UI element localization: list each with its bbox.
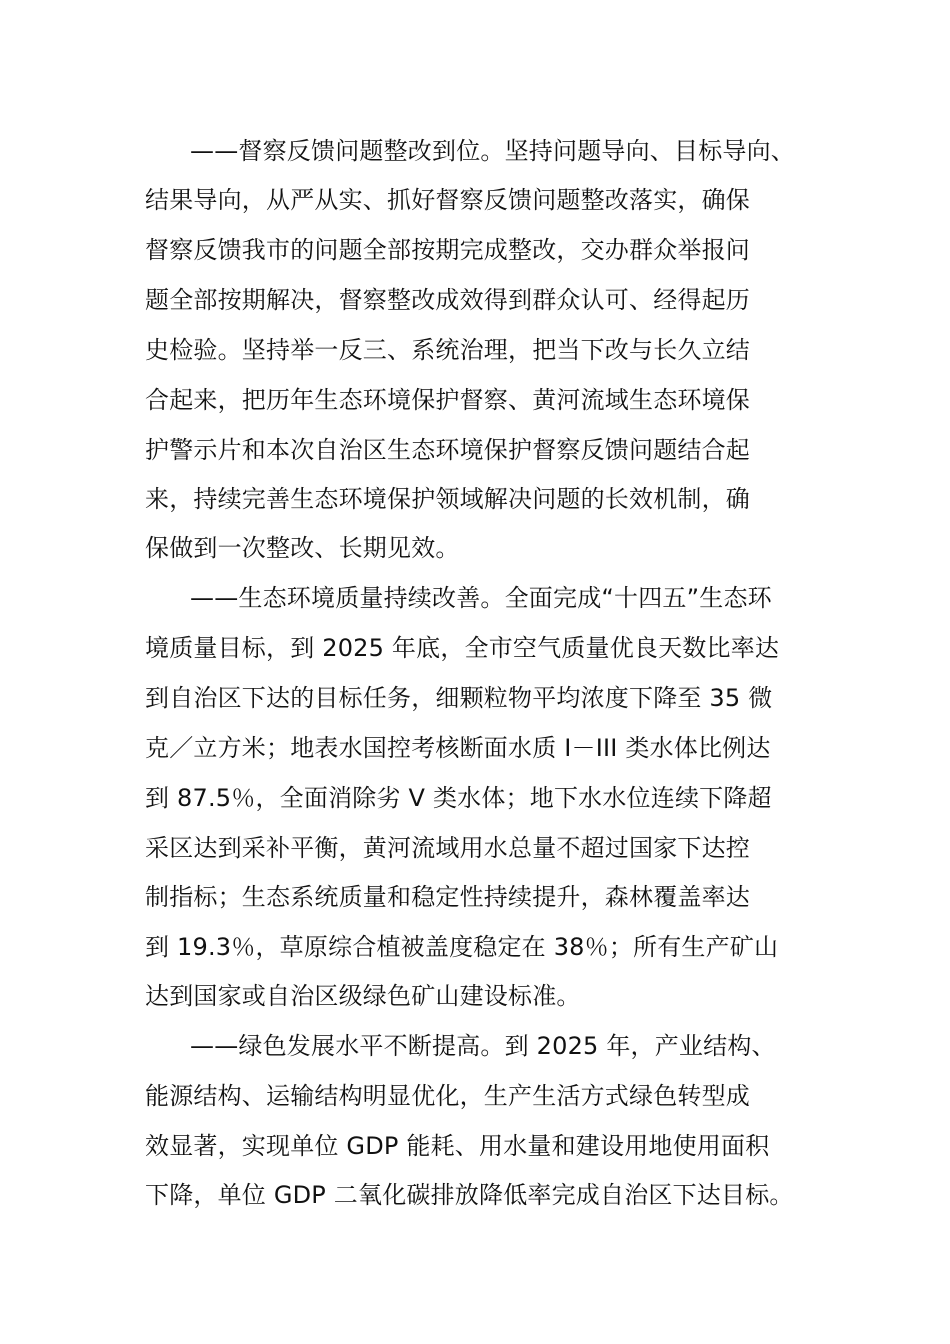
paragraph-1-line-1: ——督察反馈问题整改到位。坚持问题导向、目标导向、 — [190, 137, 795, 165]
paragraph-2-line-7: 制指标；生态系统质量和稳定性持续提升，森林覆盖率达 — [145, 883, 750, 911]
paragraph-1-line-8: 来，持续完善生态环境保护领域解决问题的长效机制，确 — [145, 485, 750, 513]
paragraph-1-line-7: 护警示片和本次自治区生态环境保护督察反馈问题结合起 — [145, 436, 750, 464]
paragraph-2-line-2: 境质量目标，到 2025 年底，全市空气质量优良天数比率达 — [145, 634, 780, 662]
paragraph-2-line-6: 采区达到采补平衡，黄河流域用水总量不超过国家下达控 — [145, 834, 750, 862]
paragraph-3-line-3: 效显著，实现单位 GDP 能耗、用水量和建设用地使用面积 — [145, 1132, 770, 1160]
paragraph-3-line-2: 能源结构、运输结构明显优化，生产生活方式绿色转型成 — [145, 1082, 750, 1110]
paragraph-3-line-1: ——绿色发展水平不断提高。到 2025 年，产业结构、 — [190, 1032, 776, 1060]
paragraph-1-line-3: 督察反馈我市的问题全部按期完成整改，交办群众举报问 — [145, 236, 750, 264]
paragraph-2-line-3: 到自治区下达的目标任务，细颗粒物平均浓度下降至 35 微 — [145, 684, 773, 712]
paragraph-2-line-9: 达到国家或自治区级绿色矿山建设标准。 — [145, 982, 581, 1010]
paragraph-2-line-8: 到 19.3％，草原综合植被盖度稳定在 38％；所有生产矿山 — [145, 933, 779, 961]
paragraph-2-line-4: 克／立方米；地表水国控考核断面水质 I－III 类水体比例达 — [145, 734, 771, 762]
paragraph-1-line-2: 结果导向，从严从实、抓好督察反馈问题整改落实，确保 — [145, 186, 750, 214]
paragraph-1-line-6: 合起来，把历年生态环境保护督察、黄河流域生态环境保 — [145, 386, 750, 414]
paragraph-1-line-9: 保做到一次整改、长期见效。 — [145, 534, 460, 562]
paragraph-1-line-5: 史检验。坚持举一反三、系统治理，把当下改与长久立结 — [145, 336, 750, 364]
paragraph-2-line-5: 到 87.5％，全面消除劣 V 类水体；地下水水位连续下降超 — [145, 784, 772, 812]
paragraph-3-line-4: 下降，单位 GDP 二氧化碳排放降低率完成自治区下达目标。 — [145, 1181, 794, 1209]
paragraph-1-line-4: 题全部按期解决，督察整改成效得到群众认可、经得起历 — [145, 286, 750, 314]
paragraph-2-line-1: ——生态环境质量持续改善。全面完成“十四五”生态环 — [190, 584, 772, 612]
